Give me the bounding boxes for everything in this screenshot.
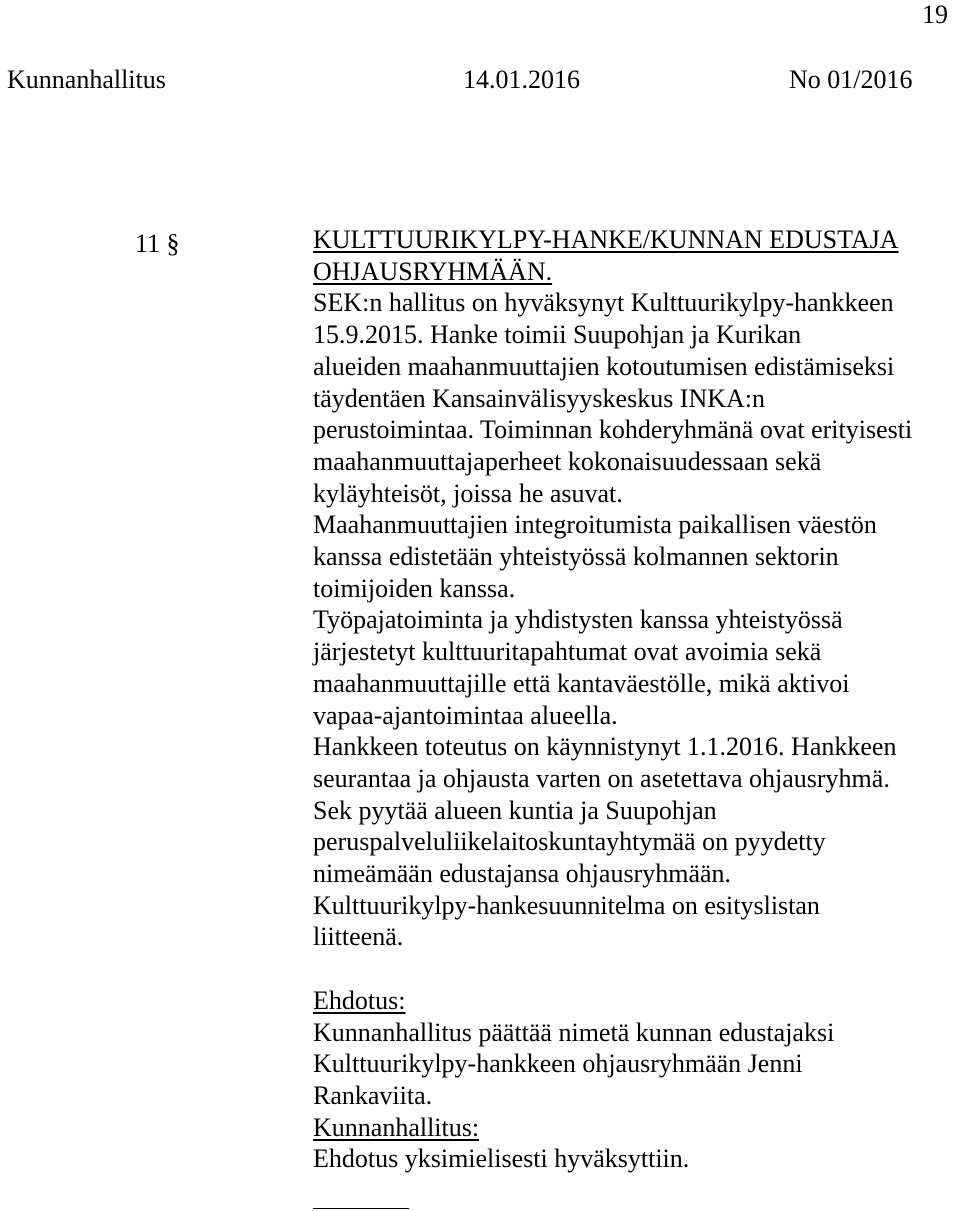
header-number: No 01/2016 bbox=[789, 65, 913, 94]
body-line: nimeämään edustajansa ohjausryhmään. bbox=[313, 859, 732, 889]
body-line: Hankkeen toteutus on käynnistynyt 1.1.2016. Hankkeen bbox=[313, 732, 897, 762]
body-line: seurantaa ja ohjausta varten on asetettava ohjausryhmä. bbox=[313, 763, 890, 793]
page-number: 19 bbox=[922, 0, 948, 29]
body-line: maahanmuuttajaperheet kokonaisuudessaan sekä bbox=[313, 446, 822, 476]
decision-heading: Kunnanhallitus: bbox=[313, 1112, 480, 1142]
body-line: peruspalveluliikelaitoskuntayhtymää on pyydetty bbox=[313, 827, 826, 857]
section-title-line: KULTTUURIKYLPY-HANKE/KUNNAN EDUSTAJA bbox=[313, 225, 899, 254]
proposal-line: Kulttuurikylpy-hankkeen ohjausryhmään Jenni bbox=[313, 1049, 803, 1079]
body-line: Kulttuurikylpy-hankesuunnitelma on esityslistan bbox=[313, 890, 820, 920]
body-line: maahanmuuttajille että kantaväestölle, mikä aktivoi bbox=[313, 668, 850, 698]
body-line: toimijoiden kanssa. bbox=[313, 573, 516, 603]
body-line: Sek pyytää alueen kuntia ja Suupohjan bbox=[313, 795, 717, 825]
header-date: 14.01.2016 bbox=[463, 65, 580, 94]
body-line: alueiden maahanmuuttajien kotoutumisen edistämiseksi bbox=[313, 351, 895, 381]
paragraph-gap bbox=[313, 953, 953, 985]
proposal-line: Kunnanhallitus päättää nimetä kunnan edustajaksi bbox=[313, 1017, 835, 1047]
body-line: 15.9.2015. Hanke toimii Suupohjan ja Kurikan bbox=[313, 320, 802, 350]
body-line: kyläyhteisöt, joissa he asuvat. bbox=[313, 478, 623, 508]
closing-rule bbox=[313, 1208, 409, 1209]
proposal-line: Rankaviita. bbox=[313, 1080, 433, 1110]
body-line: täydentäen Kansainvälisyyskeskus INKA:n bbox=[313, 383, 766, 413]
body-line: Työpajatoiminta ja yhdistysten kanssa yhteistyössä bbox=[313, 605, 843, 635]
body-line: kanssa edistetään yhteistyössä kolmannen sektorin bbox=[313, 542, 839, 572]
body-line: järjestetyt kulttuuritapahtumat ovat avoimia sekä bbox=[313, 637, 822, 667]
section-title-line: OHJAUSRYHMÄÄN. bbox=[313, 256, 553, 286]
body-line: Maahanmuuttajien integroitumista paikallisen väestön bbox=[313, 510, 877, 540]
header-organization: Kunnanhallitus bbox=[7, 65, 166, 94]
section-content bbox=[313, 224, 953, 1175]
body-line: SEK:n hallitus on hyväksynyt Kulttuurikylpy-hankkeen bbox=[313, 288, 894, 318]
body-line: vapaa-ajantoimintaa alueella. bbox=[313, 700, 618, 730]
body-line: liitteenä. bbox=[313, 922, 404, 952]
body-line: perustoimintaa. Toiminnan kohderyhmänä ovat erityisesti bbox=[313, 415, 913, 445]
section-number: 11 § bbox=[135, 229, 180, 258]
proposal-heading: Ehdotus: bbox=[313, 985, 406, 1015]
decision-text: Ehdotus yksimielisesti hyväksyttiin. bbox=[313, 1144, 690, 1174]
